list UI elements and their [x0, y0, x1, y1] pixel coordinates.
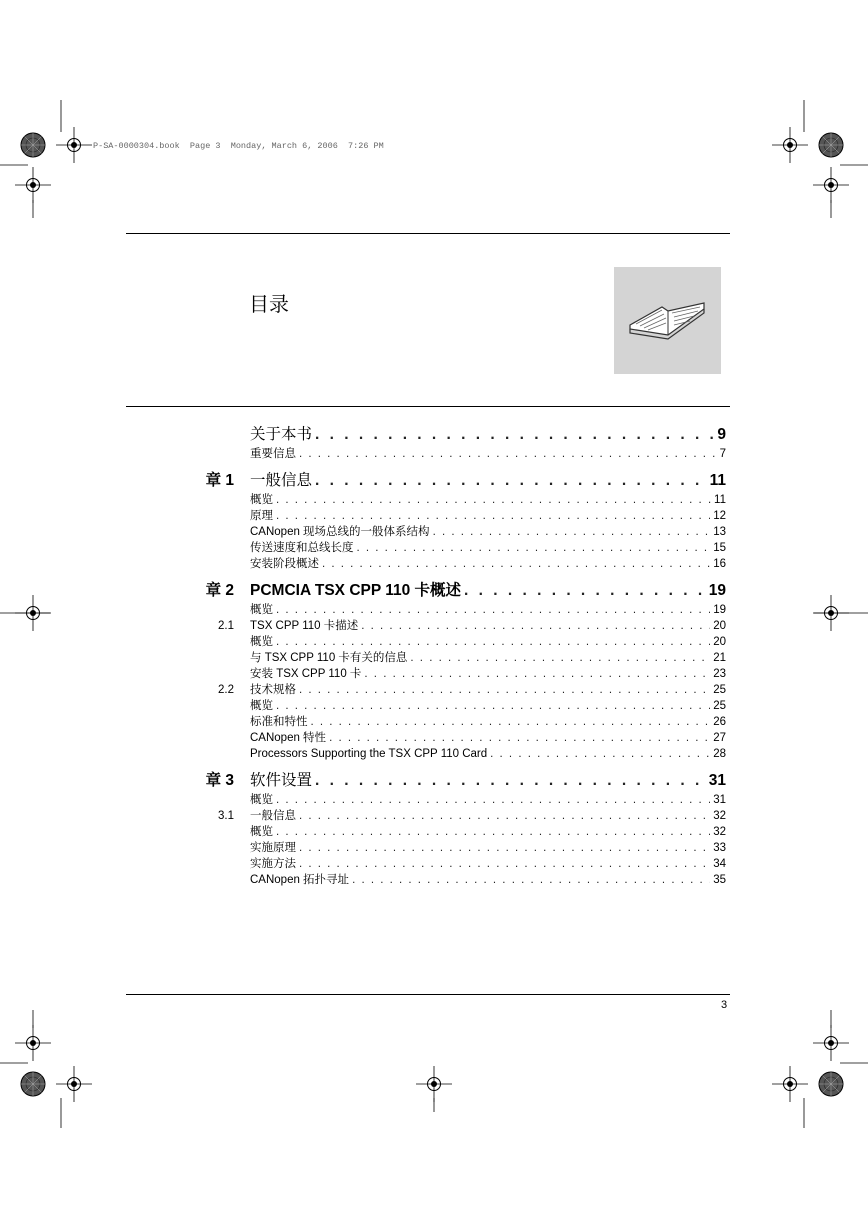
chapter-page: 11	[709, 472, 726, 489]
entry-page: 31	[713, 794, 726, 806]
toc-entry[interactable]	[126, 682, 726, 698]
entry-title: 原理	[250, 510, 273, 522]
toc-chapter-heading[interactable]	[126, 424, 726, 446]
chapter-title: 一般信息	[250, 472, 313, 489]
entry-title: 概览	[250, 700, 273, 712]
entry-page: 25	[713, 700, 726, 712]
chapter-page: 31	[708, 772, 726, 789]
page-title: 目录	[249, 294, 289, 316]
entry-title: 概览	[250, 794, 273, 806]
entry-page: 11	[714, 494, 726, 506]
toc-entry[interactable]	[126, 634, 726, 650]
toc-entry[interactable]	[126, 872, 726, 888]
toc-chapter	[126, 424, 726, 462]
entry-title: 技术规格	[250, 684, 296, 696]
entry-title: 概览	[250, 604, 273, 616]
entry-page: 7	[719, 448, 726, 460]
toc-chapter-heading[interactable]	[126, 470, 726, 492]
toc-entry[interactable]	[126, 746, 726, 762]
toc-entry[interactable]	[126, 730, 726, 746]
open-book-icon	[614, 267, 721, 374]
chapter-page: 9	[717, 426, 726, 443]
toc-entry[interactable]	[126, 602, 726, 618]
toc-chapter	[126, 770, 726, 888]
top-rule	[126, 233, 730, 234]
toc-chapter-heading[interactable]	[126, 770, 726, 792]
toc-chapter	[126, 470, 726, 572]
entry-title: 实施方法	[250, 858, 296, 870]
chapter-title: PCMCIA TSX CPP 110 卡概述	[250, 582, 462, 599]
chapter-number: 章 1	[205, 472, 234, 489]
entry-page: 21	[713, 652, 726, 664]
toc-entry[interactable]	[126, 714, 726, 730]
entry-title: 实施原理	[250, 842, 296, 854]
toc-entry[interactable]	[126, 840, 726, 856]
entry-title: Processors Supporting the TSX CPP 110 Card	[250, 748, 488, 760]
entry-title: CANopen 拓扑寻址	[250, 874, 350, 886]
entry-title: 安装 TSX CPP 110 卡	[250, 668, 362, 680]
chapter-title: 软件设置	[250, 772, 313, 789]
entry-page: 15	[713, 542, 726, 554]
section-number: 3.1	[218, 810, 234, 822]
toc-entry[interactable]	[126, 540, 726, 556]
entry-title: 标准和特性	[250, 716, 308, 728]
entry-page: 19	[713, 604, 726, 616]
entry-page: 28	[713, 748, 726, 760]
toc-entry[interactable]	[126, 446, 726, 462]
page-number: 3	[721, 999, 728, 1011]
book-illustration	[614, 267, 721, 374]
toc-entry[interactable]	[126, 666, 726, 682]
entry-title: 重要信息	[250, 448, 296, 460]
entry-page: 12	[713, 510, 726, 522]
toc-entry[interactable]	[126, 856, 726, 872]
entry-page: 13	[713, 526, 726, 538]
entry-page: 16	[713, 558, 726, 570]
entry-page: 35	[713, 874, 726, 886]
section-number: 2.1	[218, 620, 234, 632]
toc-entry[interactable]	[126, 492, 726, 508]
toc-top-rule	[126, 406, 730, 407]
entry-page: 20	[713, 636, 726, 648]
entry-page: 34	[713, 858, 726, 870]
footer-rule	[126, 994, 730, 995]
entry-title: 与 TSX CPP 110 卡有关的信息	[250, 652, 408, 664]
entry-page: 23	[713, 668, 726, 680]
chapter-number: 章 3	[205, 772, 234, 789]
entry-title: 概览	[250, 826, 273, 838]
toc-entry[interactable]	[126, 650, 726, 666]
entry-title: 一般信息	[250, 810, 296, 822]
toc-entry[interactable]	[126, 556, 726, 572]
entry-page: 20	[713, 620, 726, 632]
entry-title: 概览	[250, 494, 273, 506]
toc-chapter	[126, 580, 726, 762]
entry-page: 27	[713, 732, 726, 744]
chapter-title: 关于本书	[250, 426, 313, 443]
entry-title: 安装阶段概述	[250, 558, 319, 570]
section-number: 2.2	[218, 684, 234, 696]
toc-entry[interactable]	[126, 698, 726, 714]
entry-page: 26	[713, 716, 726, 728]
entry-page: 32	[713, 826, 726, 838]
table-of-contents	[126, 424, 726, 896]
entry-page: 32	[713, 810, 726, 822]
chapter-page: 19	[708, 582, 726, 599]
chapter-number: 章 2	[205, 582, 234, 599]
entry-title: CANopen 特性	[250, 732, 327, 744]
toc-entry[interactable]	[126, 508, 726, 524]
entry-page: 33	[713, 842, 726, 854]
entry-title: TSX CPP 110 卡描述	[250, 620, 359, 632]
entry-title: 概览	[250, 636, 273, 648]
entry-title: 传送速度和总线长度	[250, 542, 354, 554]
entry-title: CANopen 现场总线的一般体系结构	[250, 526, 430, 538]
print-slug: P-SA-0000304.book Page 3 Monday, March 6, 2006 7:26 PM	[93, 141, 384, 151]
toc-entry[interactable]	[126, 824, 726, 840]
toc-entry[interactable]	[126, 524, 726, 540]
toc-chapter-heading[interactable]	[126, 580, 726, 602]
toc-entry[interactable]	[126, 808, 726, 824]
toc-entry[interactable]	[126, 792, 726, 808]
entry-page: 25	[713, 684, 726, 696]
toc-entry[interactable]	[126, 618, 726, 634]
